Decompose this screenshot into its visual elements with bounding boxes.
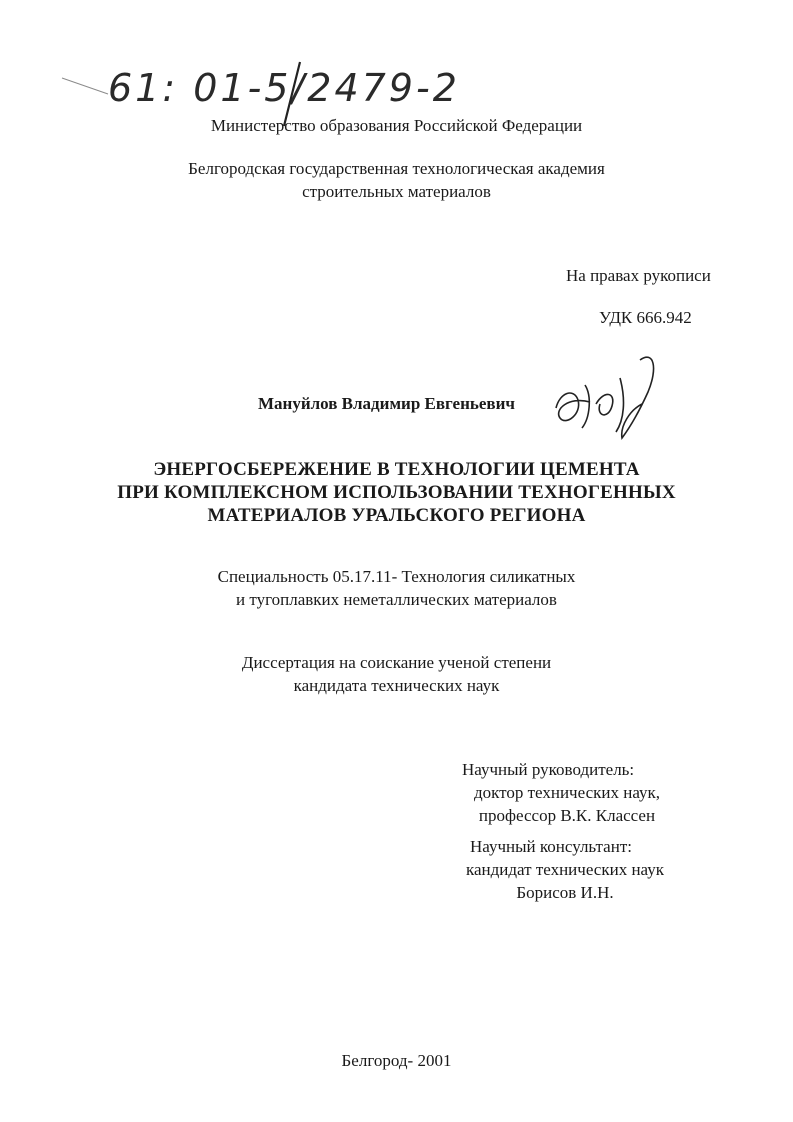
supervisor-label: Научный руководитель: <box>462 760 635 779</box>
consultant-degree: кандидат технических наук <box>466 860 664 879</box>
consultant-label: Научный консультант: <box>470 837 632 856</box>
supervisor-degree: доктор технических наук, <box>473 783 661 802</box>
title-line-1: ЭНЕРГОСБЕРЕЖЕНИЕ В ТЕХНОЛОГИИ ЦЕМЕНТА <box>153 459 640 480</box>
author-name: Мануйлов Владимир Евгеньевич <box>258 394 515 413</box>
academy-line-1: Белгородская государственная технологическая академия <box>188 159 605 178</box>
specialty-line-2: и тугоплавких неметаллических материалов <box>236 590 557 609</box>
academy-line-2: строительных материалов <box>302 182 491 201</box>
specialty-line-1: Специальность 05.17.11- Технология силикатных <box>217 567 576 586</box>
dissertation-line-2: кандидата технических наук <box>293 676 500 695</box>
handwritten-archive-number: 61: 01-5/2479-2 <box>108 66 460 110</box>
udk-code: УДК 666.942 <box>599 308 692 327</box>
consultant-name: Борисов И.Н. <box>516 883 614 902</box>
manuscript-rights: На правах рукописи <box>566 266 711 285</box>
title-line-2: ПРИ КОМПЛЕКСНОМ ИСПОЛЬЗОВАНИИ ТЕХНОГЕННЫХ <box>117 482 676 503</box>
title-line-3: МАТЕРИАЛОВ УРАЛЬСКОГО РЕГИОНА <box>207 505 586 526</box>
ministry-line: Министерство образования Российской Федерации <box>210 116 583 135</box>
dissertation-line-1: Диссертация на соискание ученой степени <box>241 653 552 672</box>
signature <box>556 357 654 438</box>
supervisor-name: профессор В.К. Классен <box>478 806 656 825</box>
city-year: Белгород- 2001 <box>341 1051 452 1070</box>
